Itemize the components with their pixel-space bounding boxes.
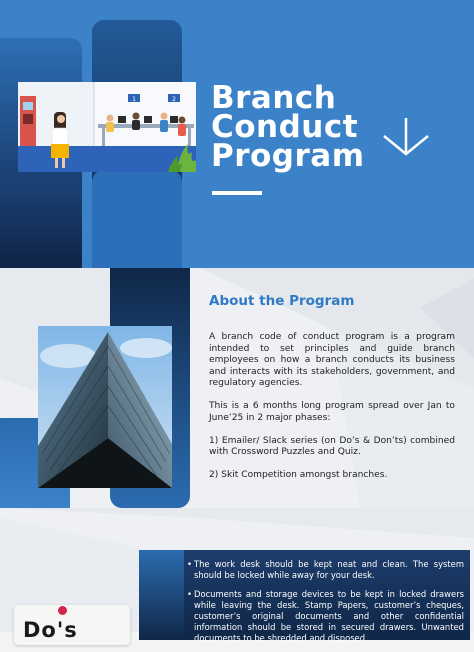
section-body (209, 332, 455, 493)
paragraph: 1) Emailer/ Slack series (on Do’s & Don’ts) combined with Crossword Puzzles and Quiz. (209, 435, 455, 457)
glass-building-image (38, 326, 172, 488)
sticky-note-text: Do's (23, 618, 78, 642)
slide-dos (0, 508, 474, 643)
title-line: Program (211, 138, 365, 174)
pin-icon (58, 606, 67, 615)
title-divider (212, 191, 262, 195)
guideline-list (187, 559, 464, 652)
title-line: Branch (211, 80, 337, 116)
title-line: Conduct (211, 109, 359, 145)
section-heading: About the Program (209, 293, 355, 309)
slide-about (0, 268, 474, 508)
sign-1: 1 (132, 96, 136, 103)
paragraph: A branch code of conduct program is a program intended to set principles and guide branch employees on how a branch conducts its business and interacts with its stakeholders, government, and regulatory agencies. (209, 332, 455, 388)
slide-title (0, 0, 474, 268)
list-item: • The work desk should be kept neat and clean. The system should be locked while away for your desk. (187, 559, 464, 581)
arrow-down-icon (380, 116, 432, 160)
list-item: • Documents and storage devices to be kept in locked drawers while leaving the desk. Stamp Papers, customer’s cheques, customer’s original documents and other confidential information should be stored in secured drawers. Unwanted documents to be shredded and disposed (187, 589, 464, 644)
page-title (211, 80, 365, 174)
office-illustration (18, 82, 196, 172)
decor-bar (92, 170, 182, 280)
sign-2: 2 (172, 96, 176, 103)
paragraph: This is a 6 months long program spread over Jan to June’25 in 2 major phases: (209, 401, 455, 423)
decor-bar (139, 550, 185, 640)
paragraph: 2) Skit Competition amongst branches. (209, 470, 388, 480)
decor-bar (0, 175, 82, 275)
